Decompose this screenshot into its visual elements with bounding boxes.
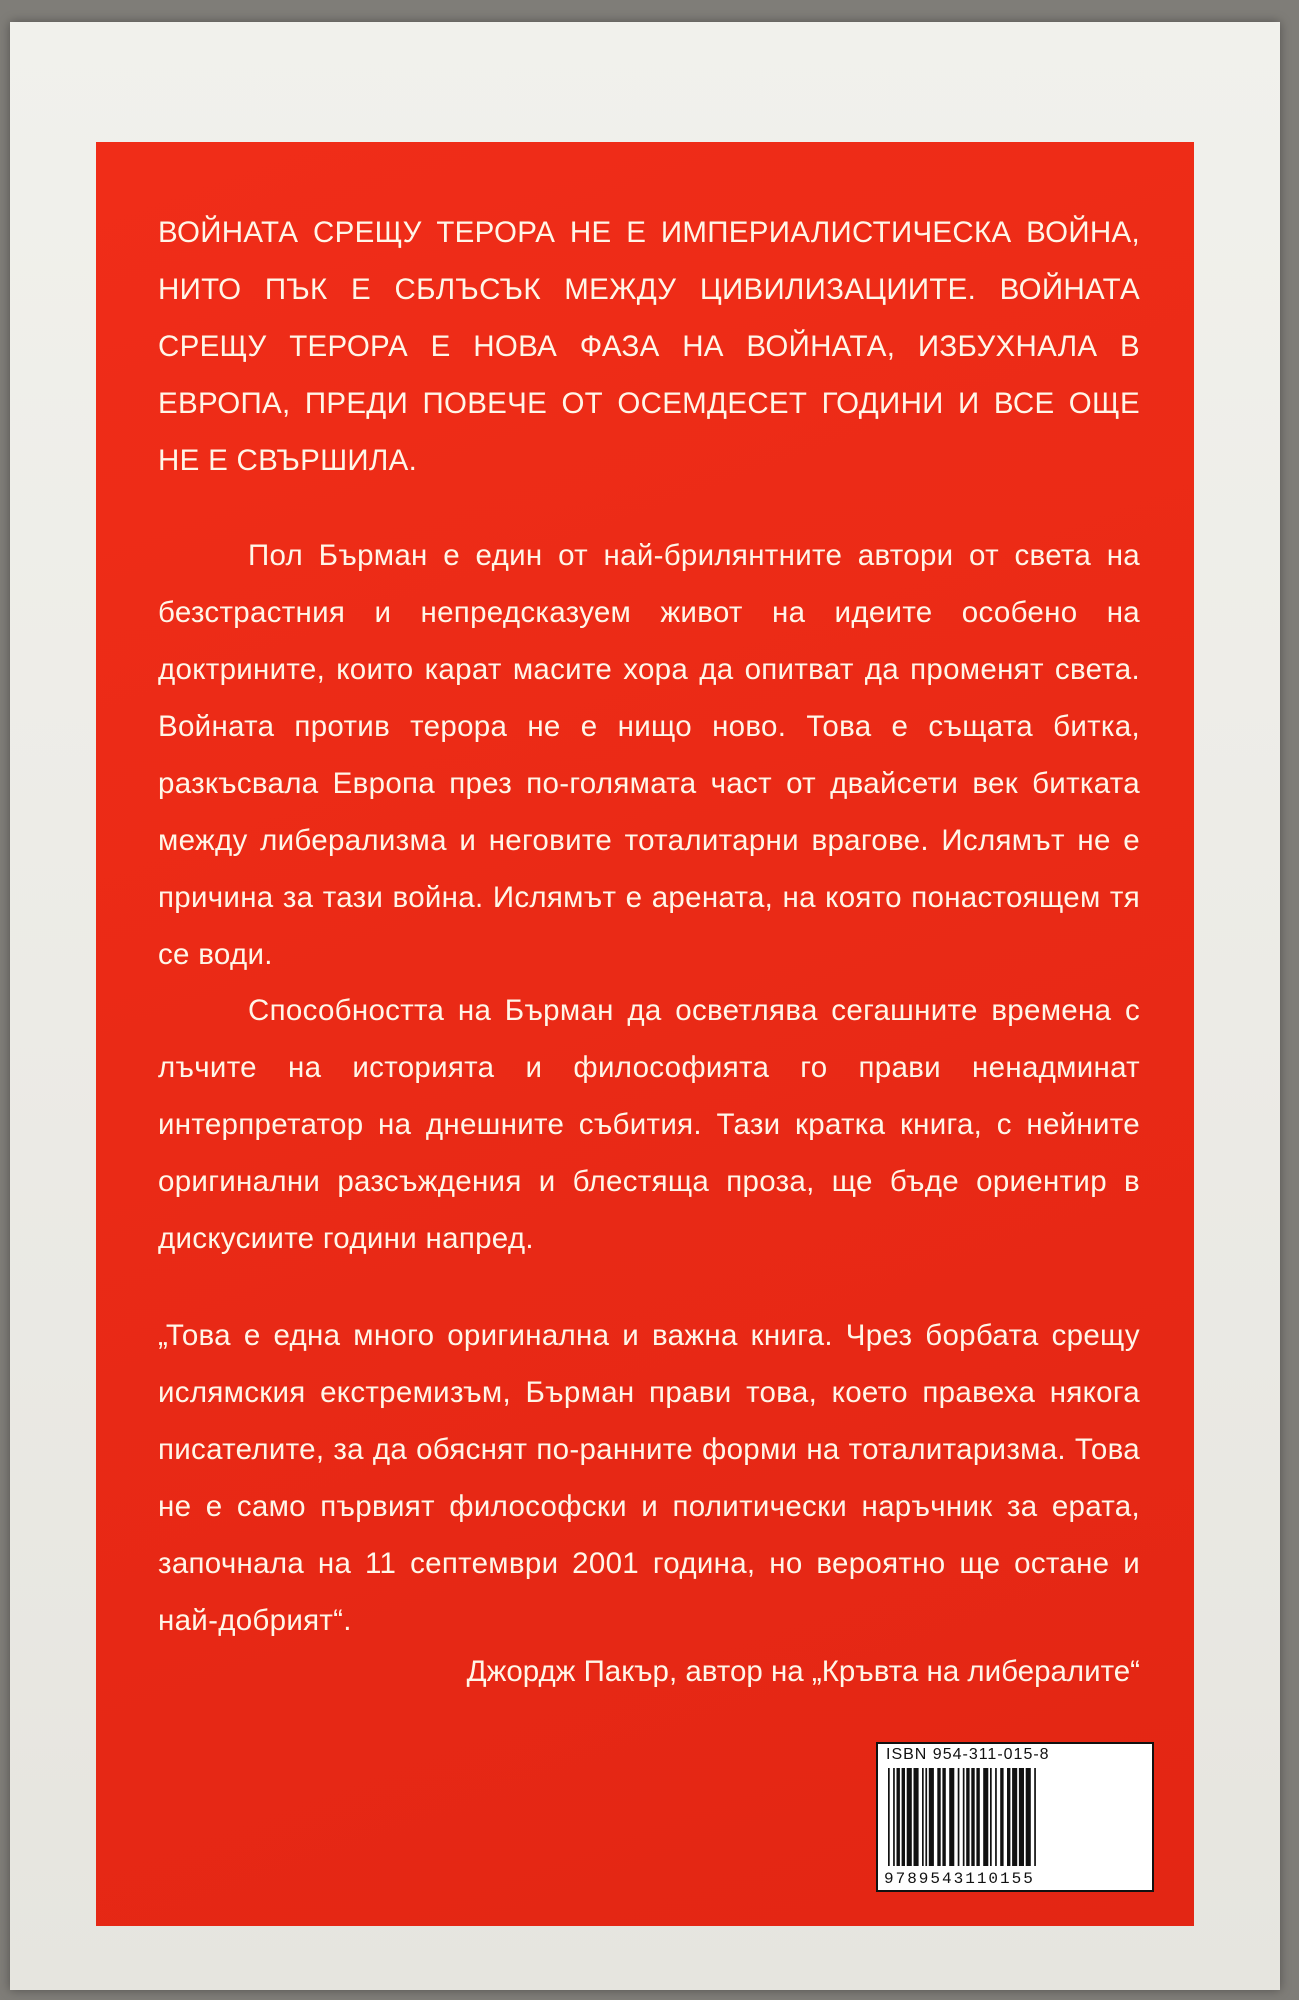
barcode-bar (966, 1768, 969, 1866)
red-text-panel (96, 142, 1194, 1926)
barcode-bar (983, 1768, 988, 1866)
barcode-bars (886, 1768, 1146, 1866)
barcode-bar (1012, 1768, 1017, 1866)
barcode-bar (922, 1768, 924, 1866)
barcode-bar (990, 1768, 992, 1866)
review-quote: „Това е една много оригинална и важна книга. Чрез борбата срещу ислямския екстремизъм, Бърман прави това, което правеха някога писателите, за да обяснят по-ранните форми на тоталитаризма. Това не е само първият философски и политически наръчник за ерата, започнала на 11 септември 2001 година, но вероятно ще остане и най-добрият“. (158, 1319, 1140, 1637)
ean-digits: 9789543110155 (884, 1870, 1035, 1888)
quote-attribution: Джордж Пакър, автор на „Кръвта на либералите“ (466, 1655, 1140, 1688)
barcode-bar (971, 1768, 974, 1866)
barcode-bar (942, 1768, 945, 1866)
barcode-bar (995, 1768, 997, 1866)
lead-statement-caps: ВОЙНАТА СРЕЩУ ТЕРОРА НЕ Е ИМПЕРИАЛИСТИЧЕСКА ВОЙНА, НИТО ПЪК Е СБЛЪСЪК МЕЖДУ ЦИВИЛИЗАЦИИТЕ. ВОЙНАТА СРЕЩУ ТЕРОРА Е НОВА ФАЗА НА ВОЙНАТА, ИЗБУХНАЛА В ЕВРОПА, ПРЕДИ ПОВЕЧЕ ОТ ОСЕМДЕСЕТ ГОДИНИ И ВСЕ ОЩЕ НЕ Е СВЪРШИЛА. (158, 216, 1140, 477)
barcode-bar (914, 1768, 919, 1866)
barcode-bar (929, 1768, 934, 1866)
barcode-bar (1034, 1768, 1036, 1866)
barcode-bar (976, 1768, 979, 1866)
barcode-bar (1026, 1768, 1031, 1866)
barcode-bar (1019, 1768, 1024, 1866)
barcode-bar (907, 1768, 912, 1866)
barcode-bar (963, 1768, 965, 1866)
barcode-bar (893, 1768, 895, 1866)
barcode-bar (937, 1768, 940, 1866)
description-paragraph-2: Способността на Бърман да осветлява сегашните времена с лъчите на историята и философията го прави ненадминат интерпретатор на днешните събития. Тази кратка книга, с нейните оригинални разсъждения и блестяща проза, ще бъде ориентир в дискусиите години напред. (158, 994, 1140, 1255)
barcode-bar (925, 1768, 927, 1866)
barcode-bar (949, 1768, 954, 1866)
isbn-label: ISBN 954-311-015-8 (886, 1746, 1050, 1763)
barcode-bar (958, 1768, 960, 1866)
barcode-bar (902, 1768, 905, 1866)
description-paragraph-1: Пол Бърман е един от най-брилянтните автори от света на безстрастния и непредсказуем живот на идеите особено на доктрините, които карат масите хора да опитват да променят света. Войната против терора не е нищо ново. Това е същата битка, разкъсвала Европа през по-голямата част от двайсети век битката между либерализма и неговите тоталитарни врагове. Ислямът не е причина за тази война. Ислямът е арената, на която понастоящем тя се води. (158, 539, 1140, 971)
barcode-bar (1007, 1768, 1010, 1866)
book-back-cover (10, 22, 1280, 1990)
barcode-bar (897, 1768, 900, 1866)
barcode-bar (1000, 1768, 1003, 1866)
isbn-barcode (876, 1742, 1154, 1892)
barcode-bar (888, 1768, 890, 1866)
